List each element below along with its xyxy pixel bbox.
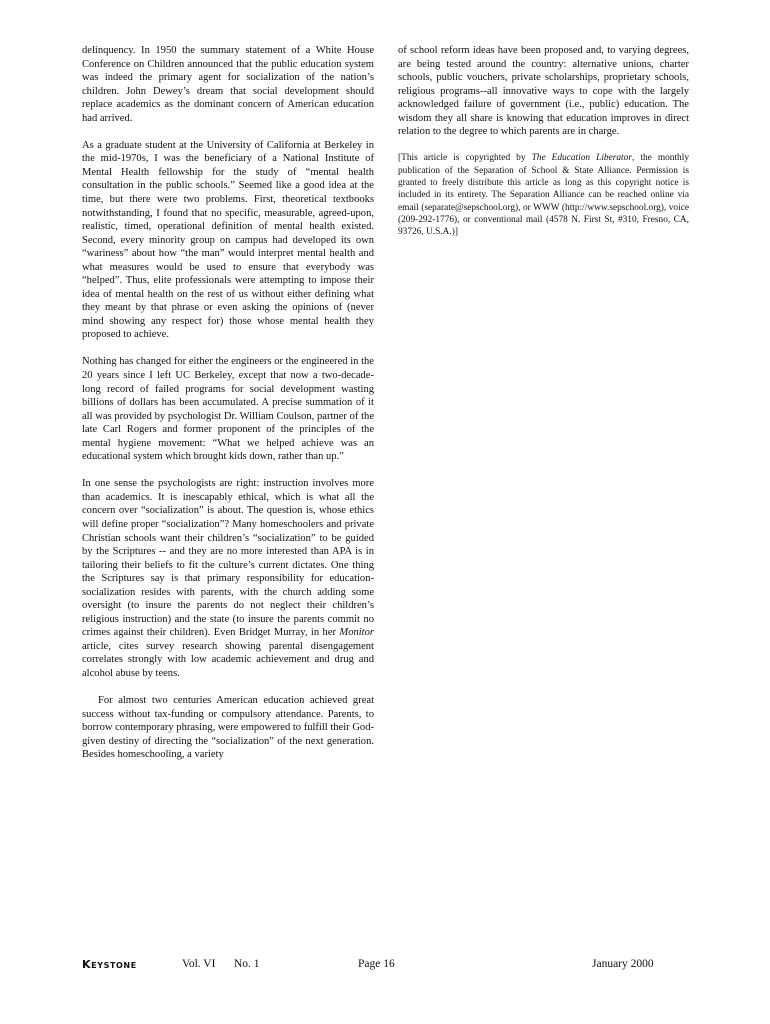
text-run: In one sense the psychologists are right: instruction involves more than academics. It is inescapably ethical, which is what all the concern over “socialization” is about. The question is, whose ethics will define proper “socialization”? Many homeschoolers and private Christian schools want their children’s “socialization” to be guided by the Scriptures -- and they are no more interested than APA is in tailoring their beliefs to fit the culture’s current dictates. One thing the Scriptures say is that primary responsibility for education-socialization resides with parents, with the church adding some oversight (to insure the parents do not neglect their children’s religious instruction) and the state (to insure the parents commit no crimes against their children). Even Bridget Murray, in her — [82, 478, 374, 639]
paragraph: of school reform ideas have been proposed and, to varying degrees, are being tested around the country: alternative unions, charter schools, public vouchers, private scholarships, proprietary schools, religious programs--all innovative ways to cope with the largely acknowledged failure of government (i.e., public) education. The wisdom they all share is knowing that education improves in direct relation to the degree to which parents are in charge. — [398, 45, 689, 138]
page-number: Page 16 — [358, 958, 395, 970]
text-run: article, cites survey research showing parental disengagement correlates strongly with low academic achievement and drug and alcohol abuse by teens. — [82, 640, 374, 680]
page-footer — [82, 958, 690, 974]
text-run: , the monthly publication of the Separation of School & State Alliance. Permission is granted to freely distribute this article as long as this copyright notice is included in its entirety. The Separation Alliance can be reached online via email (separate@sepschool.org), or WWW (http://www.sepschool.org), voice (209-292-1776), or conventional mail (4578 N. First St, #310, Fresno, CA, 93726, U.S.A.)] — [398, 153, 689, 238]
paragraph: Nothing has changed for either the engineers or the engineered in the 20 years since I left UC Berkeley, except that now a two-decade-long record of failed programs for social development wasting billions of dollars has been accumulated. A precise summation of it all was provided by psychologist Dr. William Coulson, partner of the late Carl Rogers and former proponent of the principles of the mental hygiene movement: “What we helped achieve was an educational system which brought kids down, rather than up.” — [82, 356, 374, 463]
copyright-notice — [398, 152, 689, 238]
paragraph: For almost two centuries American education achieved great success without tax-funding or compulsory attendance. Parents, to borrow contemporary phrasing, were empowered to fulfill their God-given destiny of directing the “socialization” of the next generation. Besides homeschooling, a variety — [82, 695, 374, 761]
magazine-name: Keystone — [82, 958, 137, 971]
italic-title: The Education Liberator — [531, 153, 632, 164]
left-column — [82, 44, 374, 775]
issue-date: January 2000 — [592, 958, 654, 970]
paragraph: As a graduate student at the University of California at Berkeley in the mid-1970s, I was the beneficiary of a National Institute of Mental Health fellowship for the study of “mental health consultation in the public schools.” Seemed like a good idea at the time, but there were two problems. First, theoretical textbooks notwithstanding, I found that no specific, measurable, agreed-upon, realistic, timed, operational definition of mental health existed. Second, every minority group on campus had developed its own “wariness” about how “the man” would interpret mental health and what measures would be used to ensure that everybody was “helped”. Thus, elite professionals were attempting to impose their idea of mental health on the rest of us without either defining what they meant by that phrase or even asking the opinions of (never mind showing any respect for) those whose mental health they proposed to achieve. — [82, 139, 374, 341]
text-run: [This article is copyrighted by — [398, 153, 532, 164]
italic-title: Monitor — [339, 627, 374, 639]
issue-number: No. 1 — [234, 958, 260, 970]
volume-label: Vol. VI — [182, 958, 216, 970]
paragraph: delinquency. In 1950 the summary statement of a White House Conference on Children announced that the public education system was indeed the primary agent for socialization of the nation’s children. John Dewey’s dream that social development should replace academics as the dominant concern of American education had arrived. — [82, 45, 374, 124]
paragraph — [82, 477, 374, 680]
right-column — [398, 44, 689, 252]
